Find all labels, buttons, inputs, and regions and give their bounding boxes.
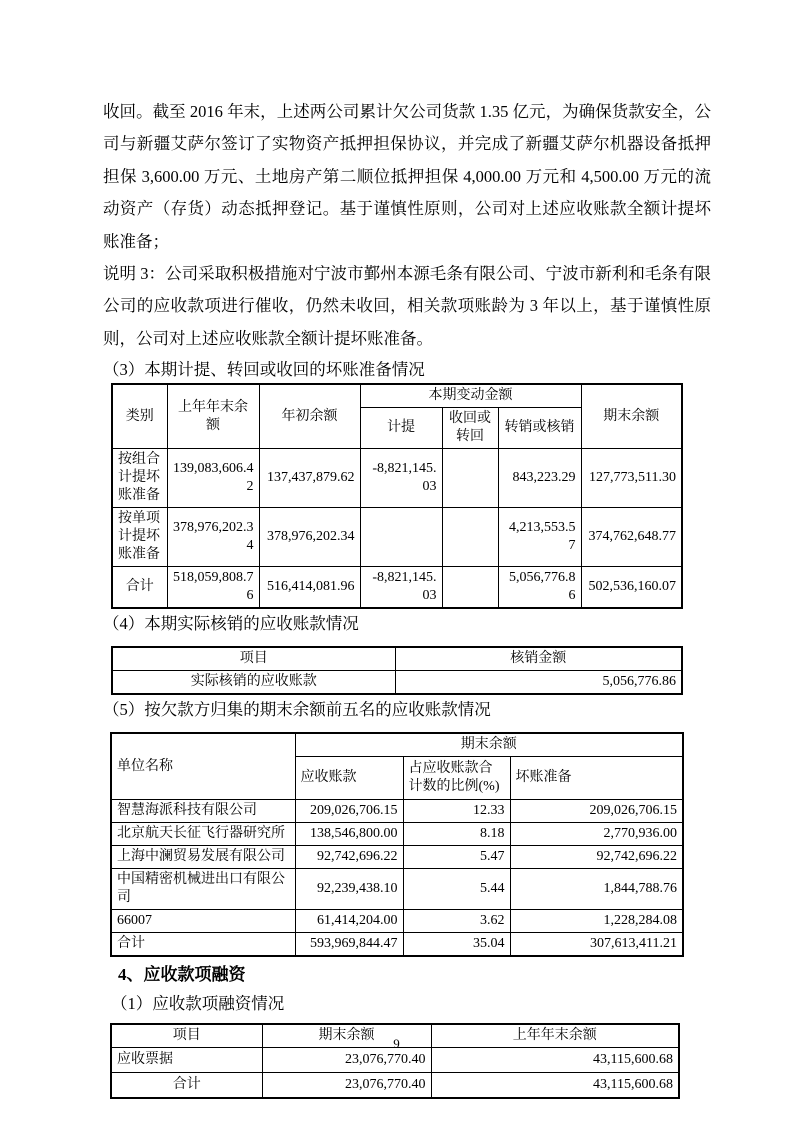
header-cell-unit-name: 单位名称 [111,733,295,800]
header-cell-prev-year-end: 上年年末余额 [167,384,259,449]
unit-name-cell: 上海中澜贸易发展有限公司 [111,846,295,869]
ratio-cell: 35.04 [403,933,510,957]
amount-cell: 1,844,788.76 [510,869,683,910]
table-total-row [112,567,682,609]
amount-cell [442,449,498,508]
table-row [111,800,683,823]
header-cell-category: 类别 [112,384,167,449]
amount-cell: -8,821,145.03 [360,449,442,508]
amount-cell: 139,083,606.42 [167,449,259,508]
amount-cell: 92,742,696.22 [295,846,403,869]
table-row [111,823,683,846]
section-heading-3: （3）本期计提、转回或收回的坏账准备情况 [103,360,425,380]
actual-writeoff-table [111,646,683,695]
amount-cell: 374,762,648.77 [581,508,682,567]
amount-cell [360,508,442,567]
ratio-cell: 3.62 [403,910,510,933]
header-cell-year-begin: 年初余额 [259,384,360,449]
section-heading-5: （5）按欠款方归集的期末余额前五名的应收账款情况 [103,700,491,720]
table-row [111,846,683,869]
table-row [112,671,682,695]
table-total-row [111,1073,679,1098]
amount-cell: 4,213,553.57 [498,508,581,567]
amount-cell: 378,976,202.34 [167,508,259,567]
amount-cell: 378,976,202.34 [259,508,360,567]
header-cell-recover-or-reverse: 收回或转回 [442,408,498,449]
body-paragraph-1: 收回。截至 2016 年末，上述两公司累计欠公司货款 1.35 亿元，为确保货款安全，公司与新疆艾萨尔签订了实物资产抵押担保协议，并完成了新疆艾萨尔机器设备抵押担保 3,600.00 万元、土地房产第二顺位抵押担保 4,000.00 万元和 4,500.00 万元的流动资产（存货）动态抵押登记。基于谨慎性原则，公司对上述应收账款全额计提坏账准备； [103,102,711,251]
amount-cell: -8,821,145.03 [360,567,442,609]
amount-cell [442,508,498,567]
amount-cell: 593,969,844.47 [295,933,403,957]
row-label-cell: 应收票据 [111,1048,262,1073]
total-label-cell: 合计 [112,567,167,609]
header-cell-period-end: 期末余额 [581,384,682,449]
amount-cell: 5,056,776.86 [498,567,581,609]
page-number: 9 [393,1036,400,1051]
ratio-cell: 12.33 [403,800,510,823]
amount-cell: 843,223.29 [498,449,581,508]
amount-cell: 127,773,511.30 [581,449,682,508]
unit-name-cell: 北京航天长征飞行器研究所 [111,823,295,846]
header-cell-accrual: 计提 [360,408,442,449]
header-cell-bad-debt: 坏账准备 [510,757,683,800]
total-label-cell: 合计 [111,1073,262,1098]
header-cell-current-change-group: 本期变动金额 [360,384,581,408]
amount-cell: 307,613,411.21 [510,933,683,957]
top5-receivables-table [110,732,684,957]
section-heading-4: （4）本期实际核销的应收账款情况 [103,614,359,634]
amount-cell: 5,056,776.86 [395,671,682,695]
amount-cell: 23,076,770.40 [262,1073,431,1098]
receivables-financing-table [110,1023,680,1099]
ratio-cell: 5.47 [403,846,510,869]
amount-cell: 43,115,600.68 [431,1073,679,1098]
amount-cell: 43,115,600.68 [431,1048,679,1073]
subsection-heading-4-1: （1）应收款项融资情况 [111,994,285,1014]
table-row [111,910,683,933]
header-cell-receivable: 应收账款 [295,757,403,800]
amount-cell: 61,414,204.00 [295,910,403,933]
total-label-cell: 合计 [111,933,295,957]
header-cell-item: 项目 [111,1024,262,1048]
page-content [103,96,711,1099]
row-label-cell: 按组合计提坏账准备 [112,449,167,508]
unit-name-cell: 智慧海派科技有限公司 [111,800,295,823]
amount-cell [442,567,498,609]
amount-cell: 1,228,284.08 [510,910,683,933]
header-cell-period-end: 期末余额 [262,1024,431,1048]
amount-cell: 209,026,706.15 [295,800,403,823]
table-row [111,869,683,910]
amount-cell: 137,437,879.62 [259,449,360,508]
header-cell-period-end-group: 期末余额 [295,733,683,757]
table-row [112,508,682,567]
amount-cell: 23,076,770.40 [262,1048,431,1073]
amount-cell: 92,239,438.10 [295,869,403,910]
header-cell-writeoff-amount: 核销金额 [395,647,682,671]
ratio-cell: 8.18 [403,823,510,846]
header-cell-item: 项目 [112,647,395,671]
header-cell-ratio: 占应收账款合计数的比例(%) [403,757,510,800]
amount-cell: 138,546,800.00 [295,823,403,846]
chapter-heading-4: 4、应收款项融资 [118,965,246,985]
body-paragraph-2: 说明 3：公司采取积极措施对宁波市鄞州本源毛条有限公司、宁波市新利和毛条有限公司的应收款项进行催收，仍然未收回，相关款项账龄为 3 年以上，基于谨慎性原则，公司对上述应收账款全额计提坏账准备。 [103,264,711,348]
amount-cell: 502,536,160.07 [581,567,682,609]
row-label-cell: 实际核销的应收账款 [112,671,395,695]
header-cell-prev-year-end: 上年年末余额 [431,1024,679,1048]
table-row [112,449,682,508]
amount-cell: 518,059,808.76 [167,567,259,609]
amount-cell: 209,026,706.15 [510,800,683,823]
ratio-cell: 5.44 [403,869,510,910]
row-label-cell: 按单项计提坏账准备 [112,508,167,567]
amount-cell: 516,414,081.96 [259,567,360,609]
table-total-row [111,933,683,957]
unit-name-cell: 66007 [111,910,295,933]
amount-cell: 2,770,936.00 [510,823,683,846]
unit-name-cell: 中国精密机械进出口有限公司 [111,869,295,910]
bad-debt-provision-changes-table [111,383,683,609]
amount-cell: 92,742,696.22 [510,846,683,869]
header-cell-transfer-or-writeoff: 转销或核销 [498,408,581,449]
